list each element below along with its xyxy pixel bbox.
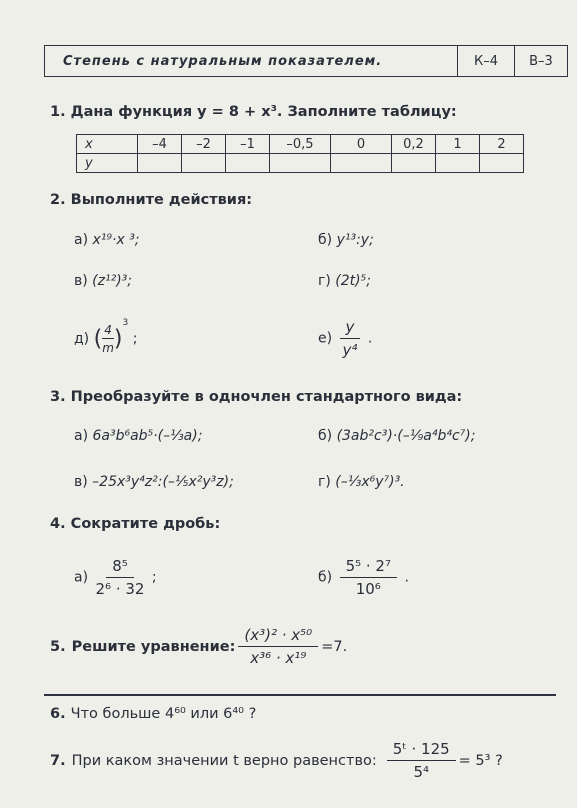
table-cell[interactable] (480, 154, 524, 173)
item-label: а) (74, 428, 89, 444)
punctuation: = 5³ ? (458, 752, 503, 769)
punctuation: =7. (321, 638, 348, 655)
task2-item-d: д) ( $\frac{4}{m}$ )$^3$ ; (74, 318, 138, 355)
fraction-denominator: y⁴ (342, 341, 358, 359)
task2-item-a (74, 232, 140, 248)
task3-item-b (318, 428, 475, 444)
task3-item-g (318, 474, 405, 490)
table-cell: –4 (138, 135, 182, 154)
task4-heading (50, 516, 220, 532)
table-cell: –0,5 (270, 135, 331, 154)
task3-item-a (74, 428, 202, 444)
fraction-numerator: 5⁵ · 2⁷ (340, 557, 397, 578)
task6-text: Что больше 4⁶⁰ или 6⁴⁰ ? (70, 706, 257, 722)
task2-number: 2. (50, 192, 66, 208)
table-cell[interactable] (226, 154, 270, 173)
item-expression: (3ab²c³)·(–¹⁄₉a⁴b⁴c⁷); (336, 428, 476, 444)
item-expression: (2t)⁵; (335, 273, 371, 289)
task4-item-b (318, 557, 409, 598)
item-label: а) (74, 232, 89, 248)
table-cell: 0,2 (392, 135, 436, 154)
task3-number: 3. (50, 389, 66, 405)
task5-number: 5. (50, 638, 66, 655)
item-expression: (–⅓x⁶y⁷)³. (335, 474, 405, 490)
item-label: б) (318, 569, 333, 586)
item-expression: x¹⁹·x ³; (92, 232, 140, 248)
table-cell[interactable] (182, 154, 226, 173)
table-cell: –2 (182, 135, 226, 154)
item-label: г) (318, 474, 331, 490)
task2-item-b (318, 232, 374, 248)
task5-line (50, 626, 347, 667)
item-label: г) (318, 273, 331, 289)
task1-heading (50, 104, 457, 120)
task2-item-g (318, 273, 371, 289)
task6-number: 6. (50, 706, 66, 722)
power: 3 (122, 318, 129, 328)
table-cell: 0 (331, 135, 392, 154)
fraction-denominator: 5⁴ (413, 763, 429, 781)
task1-text: Дана функция y = 8 + x³. Заполните таблицу: (70, 104, 457, 120)
fraction-denominator: m (102, 341, 114, 355)
section-divider (44, 694, 556, 696)
item-label: д) (74, 331, 90, 347)
item-expression: –25x³y⁴z²:(–⅕x²y³z); (92, 474, 234, 490)
task5-text: Решите уравнение: (71, 638, 236, 655)
item-label: е) (318, 330, 333, 347)
fraction-numerator: 8⁵ (106, 557, 134, 578)
table-cell[interactable] (270, 154, 331, 173)
punctuation: ; (132, 331, 138, 347)
task1-number: 1. (50, 104, 66, 120)
table-cell[interactable] (436, 154, 480, 173)
table-cell: y (77, 154, 138, 173)
task3-heading (50, 389, 462, 405)
punctuation: . (367, 330, 373, 347)
table-cell: 2 (480, 135, 524, 154)
item-expression: y¹³:y; (336, 232, 374, 248)
topic-title: Степень с натуральным показателем. (45, 46, 458, 76)
table-cell: –1 (226, 135, 270, 154)
table-cell: 1 (436, 135, 480, 154)
task2-heading (50, 192, 252, 208)
item-label: а) (74, 569, 89, 586)
fraction-denominator: x³⁶ · x¹⁹ (250, 649, 307, 667)
fraction-denominator: 10⁶ (355, 580, 381, 598)
table-cell[interactable] (392, 154, 436, 173)
task7-text: При каком значении t верно равенство: (71, 752, 377, 769)
item-label: в) (74, 474, 88, 490)
task4-item-a (74, 557, 157, 598)
item-label: б) (318, 428, 333, 444)
task4-text: Сократите дробь: (70, 516, 221, 532)
task4-number: 4. (50, 516, 66, 532)
fraction-numerator: (x³)² · x⁵⁰ (238, 626, 318, 647)
table-cell[interactable] (138, 154, 182, 173)
item-label: б) (318, 232, 333, 248)
fraction-numerator: 4 (104, 323, 112, 337)
task3-item-v (74, 474, 234, 490)
table-cell[interactable] (331, 154, 392, 173)
fraction-numerator: y (340, 318, 361, 339)
fraction-numerator: 5ᵗ · 125 (387, 740, 456, 761)
table-row-x (77, 135, 524, 154)
task2-item-e (318, 318, 372, 359)
punctuation: . (404, 569, 409, 586)
variant-code: В–3 (529, 53, 553, 69)
table-row-y (77, 154, 524, 173)
work-code: К–4 (458, 46, 515, 76)
item-label: в) (74, 273, 88, 289)
task7-line (50, 740, 503, 781)
topic-header (44, 45, 568, 77)
item-expression: (z¹²)³; (92, 273, 132, 289)
function-table (76, 134, 524, 173)
task3-text: Преобразуйте в одночлен стандартного вида: (70, 389, 463, 405)
task6-line (50, 706, 256, 722)
task7-number: 7. (50, 752, 66, 769)
table-cell: x (77, 135, 138, 154)
fraction-denominator: 2⁶ · 32 (95, 580, 145, 598)
punctuation: ; (151, 569, 157, 586)
task2-item-v (74, 273, 132, 289)
item-expression: 6a³b⁶ab⁵·(–⅓a); (92, 428, 203, 444)
task2-text: Выполните действия: (70, 192, 253, 208)
